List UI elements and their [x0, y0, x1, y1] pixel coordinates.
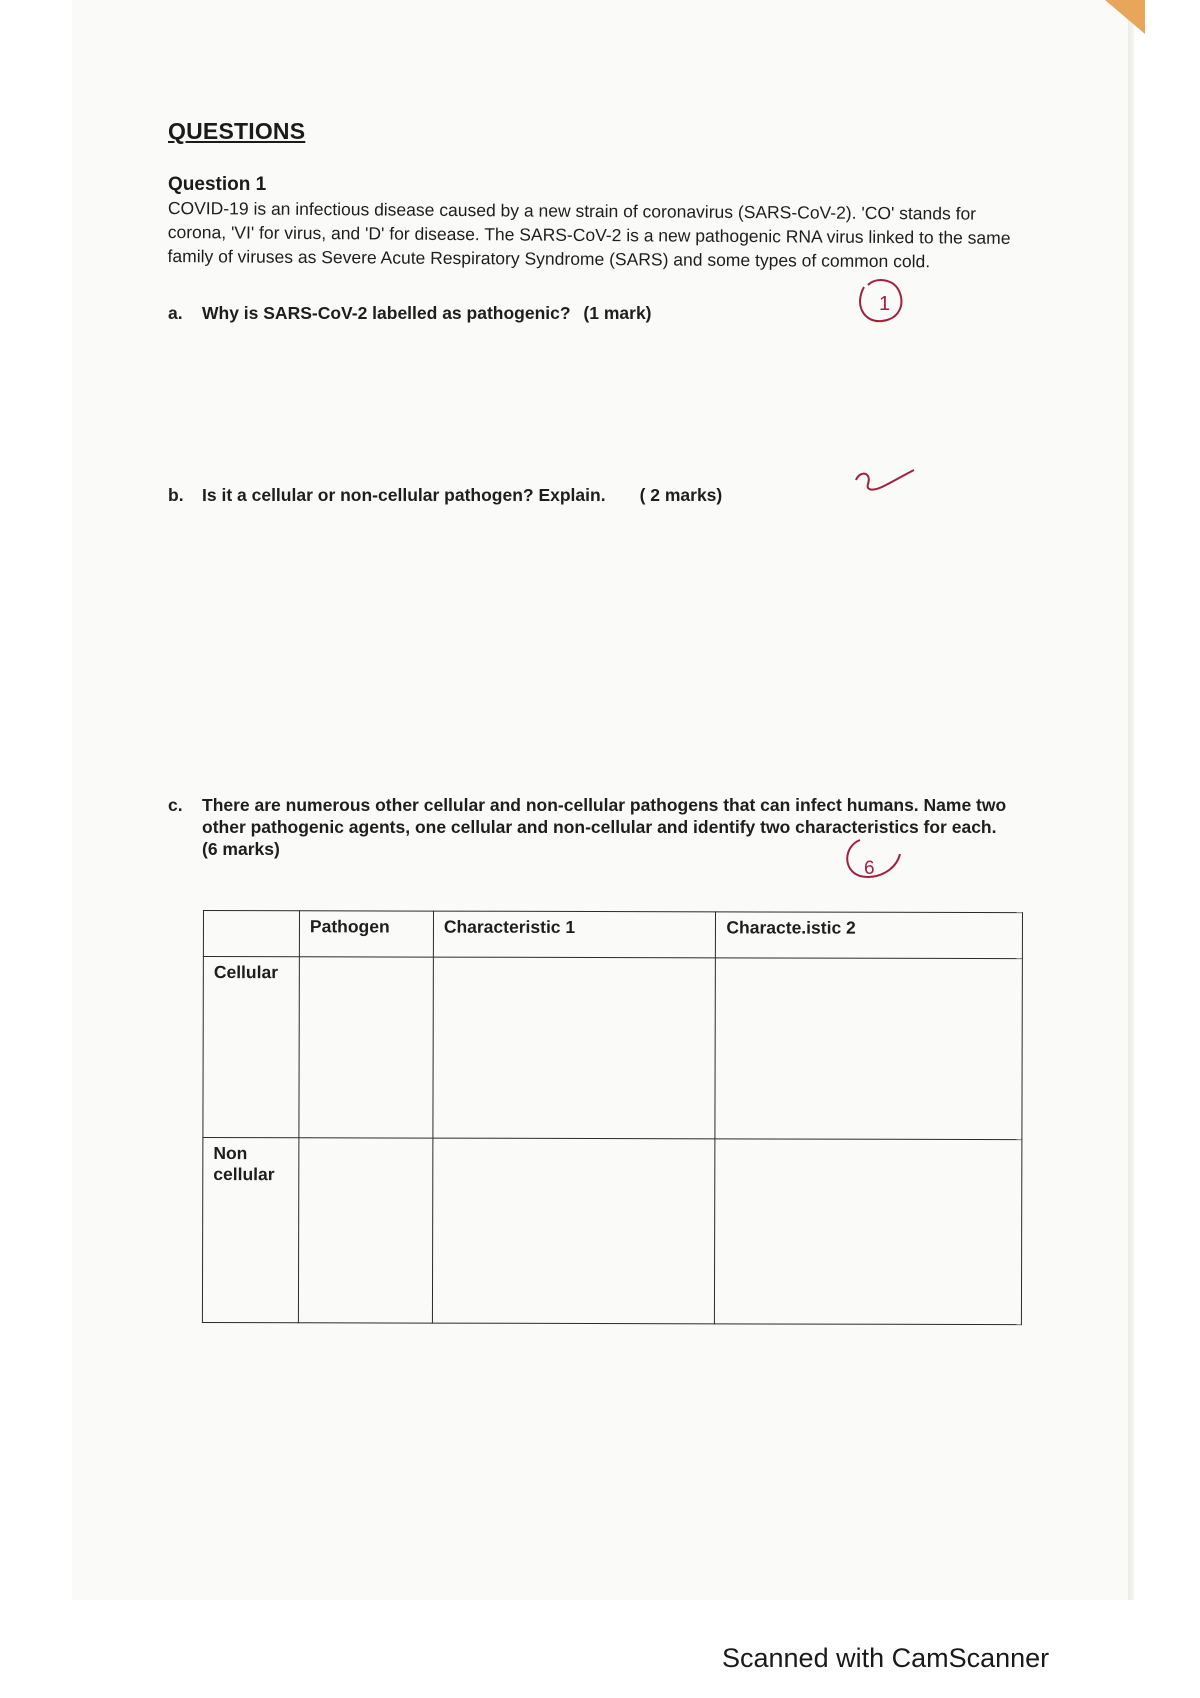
part-c-line: There are numerous other cellular and non-cellular pathogens that can infect humans. Name two — [202, 795, 1007, 815]
part-b-marks: ( 2 marks) — [639, 485, 723, 505]
answer-cell[interactable] — [715, 1139, 1022, 1325]
handwritten-score-b — [850, 462, 920, 502]
scanner-watermark: Scanned with CamScanner — [722, 1643, 1050, 1673]
table-header-cell: Characte.istic 2 — [716, 912, 1023, 959]
row-label-cellular: Cellular — [203, 957, 299, 1138]
part-c-text — [202, 794, 1068, 860]
answer-cell[interactable] — [715, 958, 1022, 1140]
part-a-text: Why is SARS-CoV-2 labelled as pathogenic? — [202, 303, 571, 323]
answer-cell[interactable] — [433, 957, 716, 1139]
answer-cell[interactable] — [298, 1138, 432, 1323]
part-c-line: (6 marks) — [202, 839, 280, 859]
intro-line: family of viruses as Severe Acute Respiratory Syndrome (SARS) and some types of common cold. — [167, 245, 931, 272]
answer-cell[interactable] — [299, 957, 433, 1138]
part-c-line: other pathogenic agents, one cellular and non-cellular and identify two characteristics for each. — [202, 817, 997, 837]
question-title: Question 1 — [168, 174, 267, 195]
part-b-letter: b. — [168, 485, 184, 505]
answer-cell[interactable] — [432, 1138, 715, 1324]
score-a-value: 1 — [879, 293, 891, 315]
handwritten-score-a — [852, 265, 912, 325]
table-row — [202, 1138, 1021, 1325]
table-header-row — [203, 911, 1022, 959]
part-a-letter: a. — [168, 303, 183, 323]
part-b — [168, 485, 722, 506]
table-header-cell: Characteristic 1 — [433, 911, 716, 958]
answer-table — [202, 910, 1023, 1325]
part-c — [168, 794, 1068, 860]
part-b-text: Is it a cellular or non-cellular pathogen? Explain. — [202, 485, 606, 505]
row-label-non-cellular: Non cellular — [202, 1138, 298, 1323]
intro-line: corona, 'VI' for virus, and 'D' for disease. The SARS-CoV-2 is a new pathogenic RNA virus linked to the same — [167, 221, 1011, 248]
part-a-marks: (1 mark) — [583, 303, 652, 323]
question-intro — [167, 196, 1077, 274]
handwritten-score-c — [838, 832, 908, 884]
page-heading: QUESTIONS — [168, 118, 306, 144]
table-header-cell: Pathogen — [299, 911, 433, 957]
page-edge-shadow — [1128, 0, 1134, 1600]
score-c-value: 6 — [864, 858, 875, 879]
intro-line: COVID-19 is an infectious disease caused by a new strain of coronavirus (SARS-CoV-2). 'CO' stands for — [167, 197, 977, 224]
part-c-letter: c. — [168, 795, 183, 815]
part-a — [168, 303, 652, 324]
table-header-cell — [203, 911, 299, 957]
table-row — [203, 957, 1022, 1140]
